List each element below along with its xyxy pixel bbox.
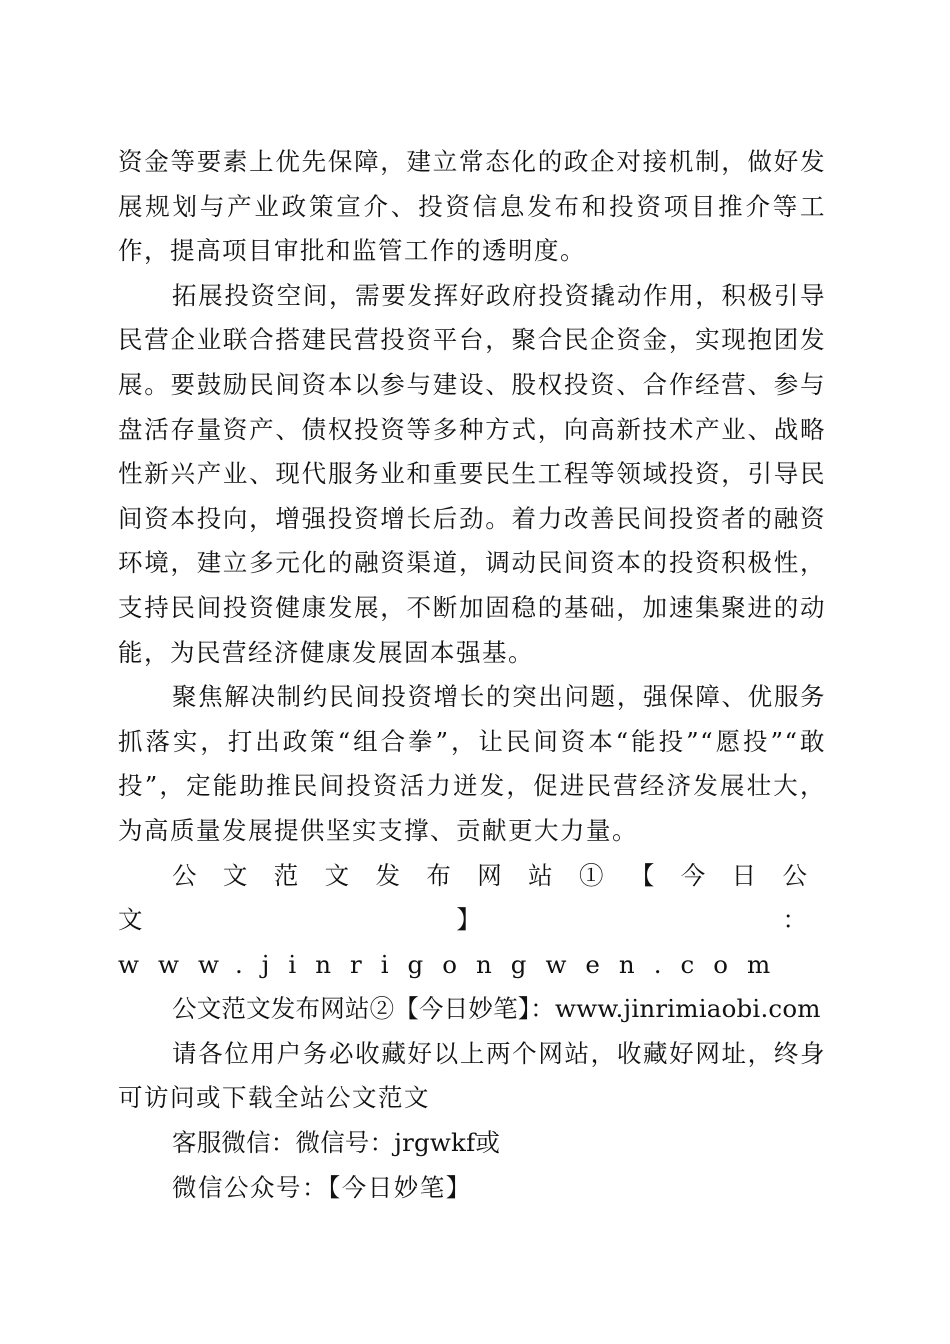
paragraph-wechat-account: 微信公众号：【今日妙笔】: [172, 1172, 472, 1202]
paragraph-bookmark-notice: 请各位用户务必收藏好以上两个网站，收藏好网址，终身可访问或下载全站公文范文: [118, 1038, 826, 1113]
document-body: [118, 140, 826, 1210]
paragraph-focus-problems: 聚焦解决制约民间投资增长的突出问题，强保障、优服务抓落实，打出政策“组合拳”，让民间资本“能投”“愿投”“敢投”，定能助推民间投资活力迸发，促进民营经济发展壮大，为高质量发展提供坚实支撑、贡献更大力量。: [118, 682, 826, 845]
paragraph-site-two: 公文范文发布网站②【今日妙笔】：www.jinrimiaobi.com: [172, 994, 821, 1024]
paragraph-expand-investment: 拓展投资空间，需要发挥好政府投资撬动作用，积极引导民营企业联合搭建民营投资平台，聚合民企资金，实现抱团发展。要鼓励民间资本以参与建设、股权投资、合作经营、参与盘活存量资产、债权投资等多种方式，向高新技术产业、战略性新兴产业、现代服务业和重要民生工程等领域投资，引导民间资本投向，增强投资增长后劲。着力改善民间投资者的融资环境，建立多元化的融资渠道，调动民间资本的投资积极性，支持民间投资健康发展，不断加固稳的基础，加速集聚进的动能，为民营经济健康发展固本强基。: [118, 280, 826, 667]
paragraph-service-wechat: 客服微信：微信号：jrgwkf或: [172, 1128, 501, 1158]
paragraph-site-one: 公文范文发布网站①【今日公文】：www.jinrigongwen.com: [118, 860, 826, 979]
paragraph-funding-guarantee: 资金等要素上优先保障，建立常态化的政企对接机制，做好发展规划与产业政策宣介、投资信息发布和投资项目推介等工作，提高项目审批和监管工作的透明度。: [118, 147, 826, 266]
